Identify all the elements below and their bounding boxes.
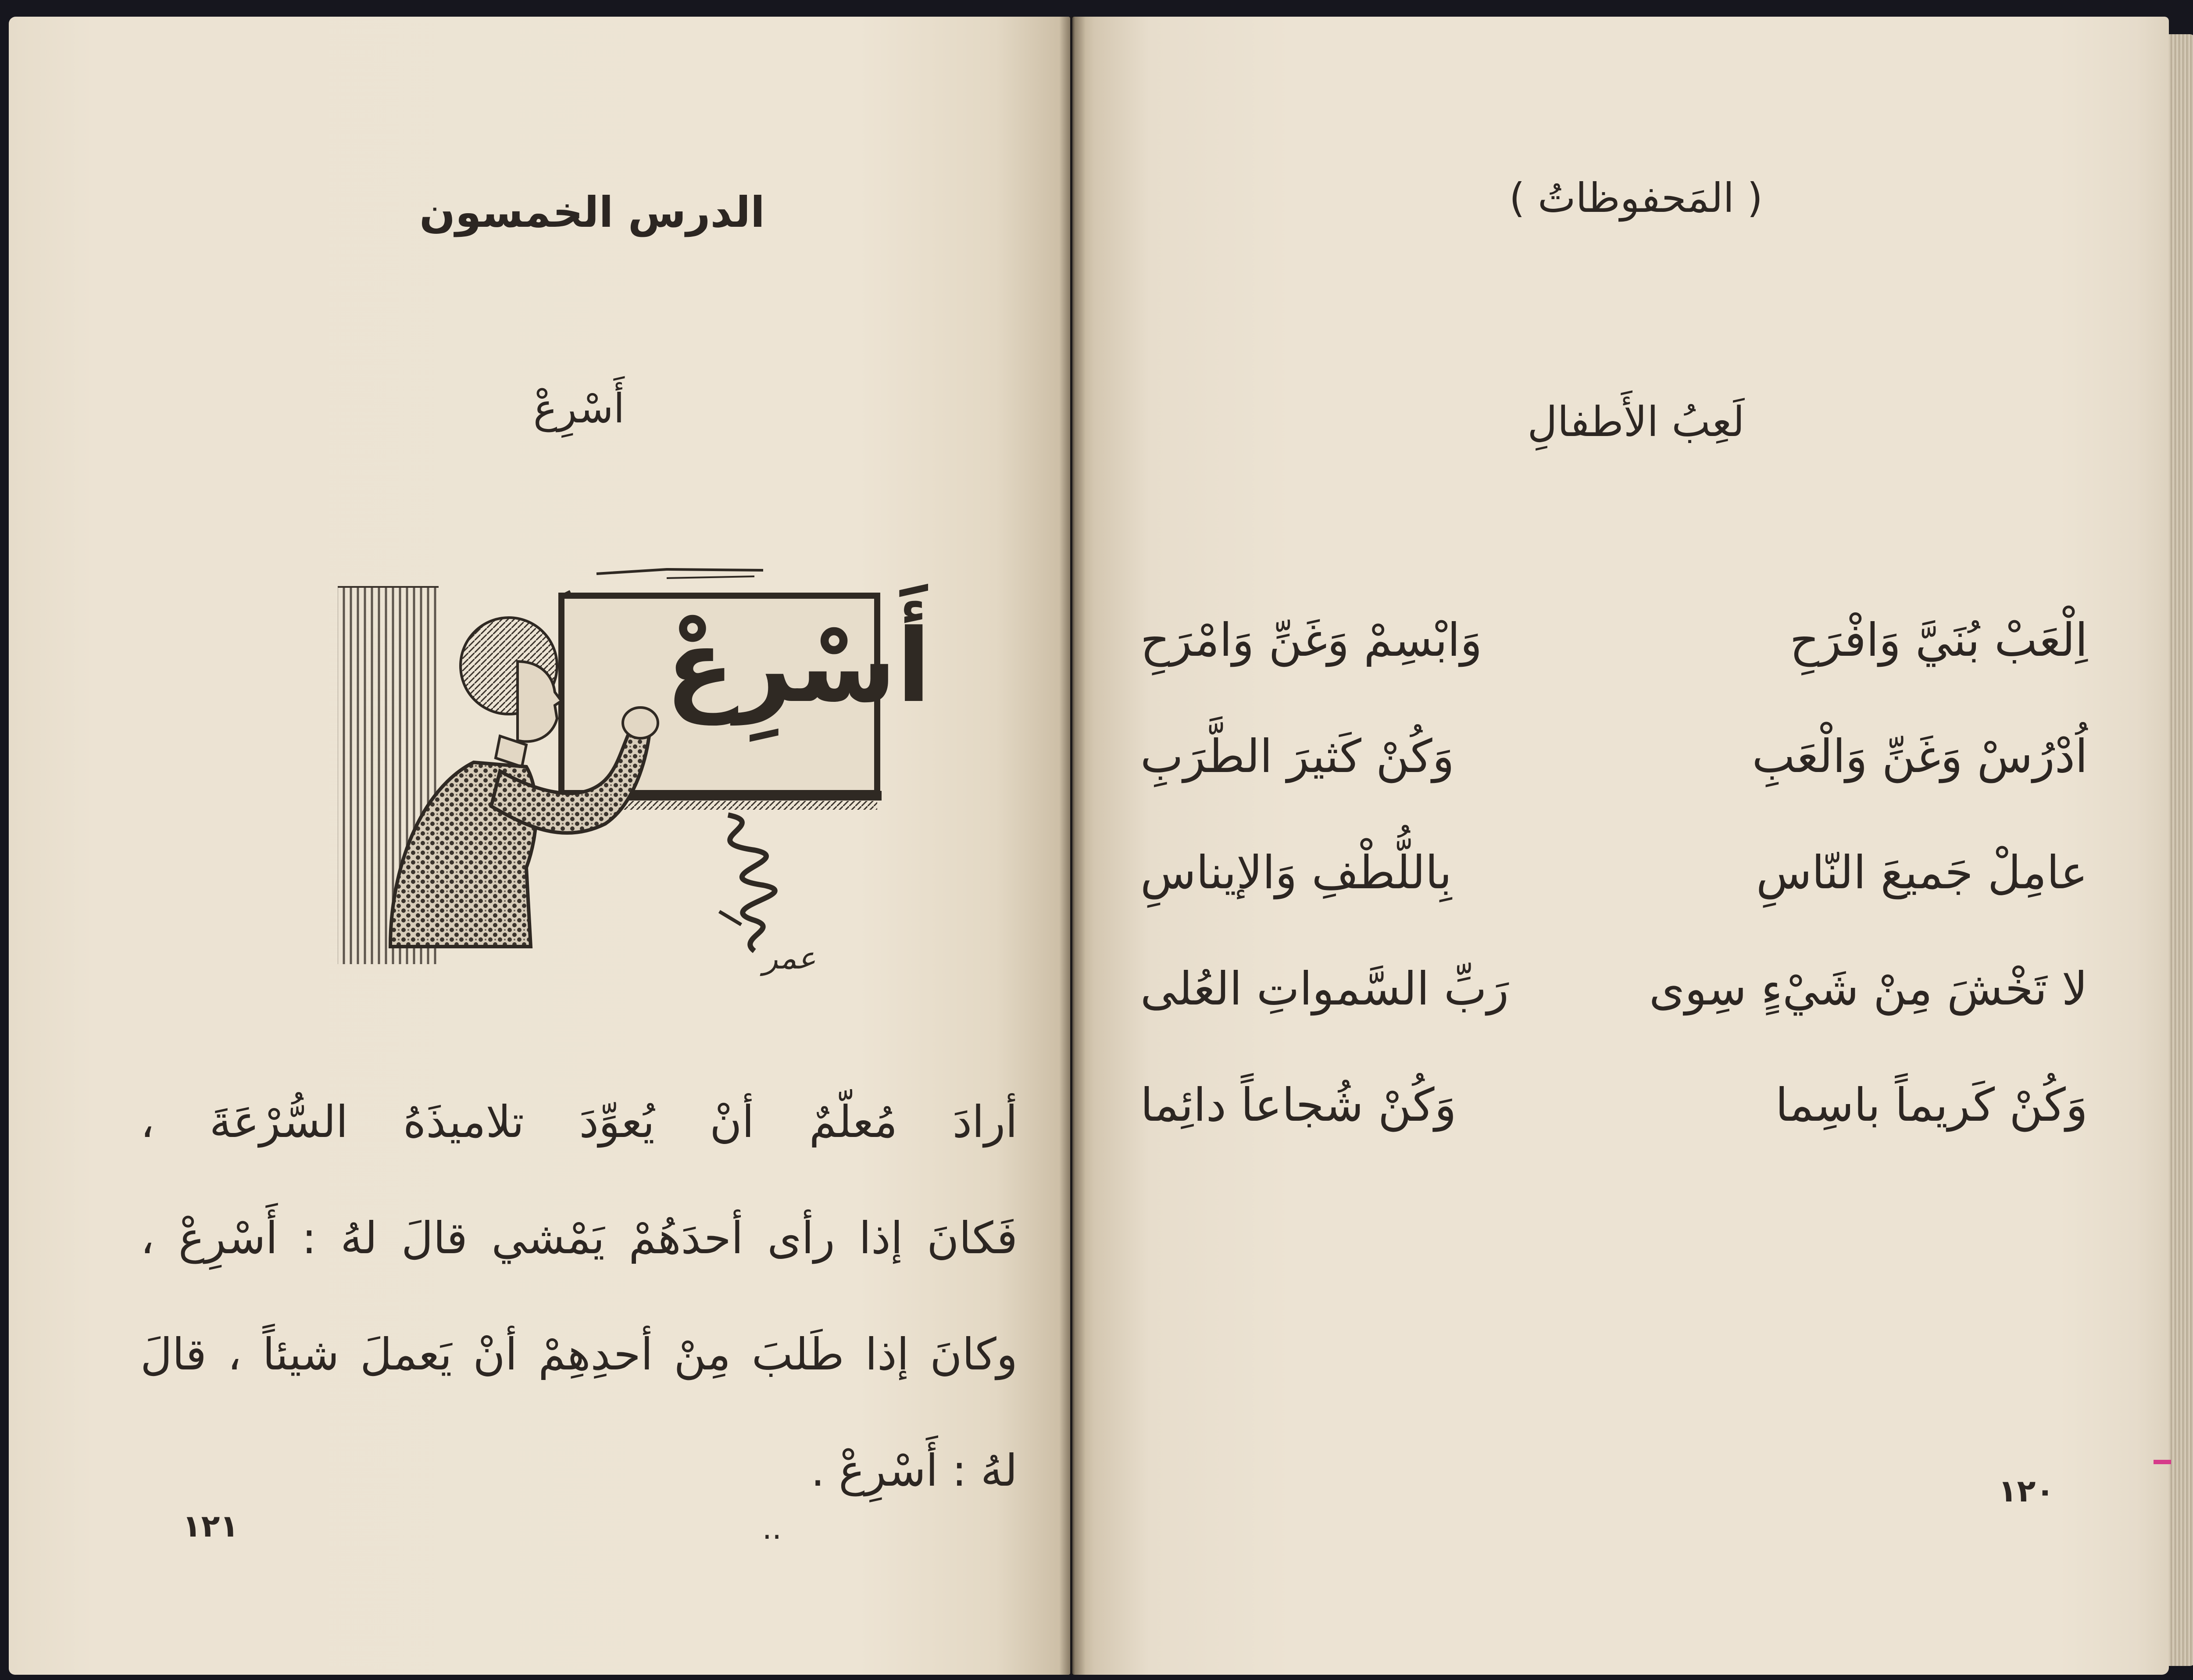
bottom-mark: .. xyxy=(762,1510,782,1546)
verse-second-half: بِاللُّطْفِ وَالإيناسِ xyxy=(1140,846,1452,899)
poem-verse xyxy=(1140,729,2088,782)
page-number-right: ١٢٠ xyxy=(1998,1473,2055,1509)
teacher-at-blackboard-illustration xyxy=(333,561,931,977)
section-title: ( المَحفوظاتُ ) xyxy=(1509,175,1763,222)
paragraph-line: لهُ : أَسْرِعْ . xyxy=(811,1445,1018,1496)
open-book xyxy=(9,17,2193,1675)
verse-second-half: وَابْسِمْ وَغَنِّ وَامْرَحِ xyxy=(1140,613,1482,667)
illustration-signature: عمر xyxy=(763,940,816,976)
verse-second-half: وَكُنْ كَثيرَ الطَّرَبِ xyxy=(1140,729,1454,783)
lesson-subtitle: أَسْرِعْ xyxy=(533,385,625,432)
page-number-left: ١٢١ xyxy=(182,1508,239,1544)
verse-first-half: اِلْعَبْ بُنَيَّ وَافْرَحِ xyxy=(1789,613,2088,667)
poem-verse xyxy=(1140,962,2088,1015)
lesson-paragraph xyxy=(140,1096,1018,1565)
verse-first-half: اُدْرُسْ وَغَنِّ وَالْعَبِ xyxy=(1752,729,2088,783)
verse-second-half: رَبِّ السَّمواتِ العُلى xyxy=(1140,962,1509,1015)
poem-verse xyxy=(1140,613,2088,666)
margin-mark xyxy=(2154,1460,2171,1464)
poem-verse xyxy=(1140,846,2088,898)
book-gutter xyxy=(1059,17,1086,1675)
verse-first-half: عامِلْ جَميعَ النّاسِ xyxy=(1756,846,2088,899)
verse-first-half: وَكُنْ كَريماً باسِما xyxy=(1775,1078,2088,1132)
verse-first-half: لا تَخْشَ مِنْ شَيْءٍ سِوى xyxy=(1649,962,2088,1015)
paragraph-line: فَكانَ إذا رأى أحدَهُمْ يَمْشي قالَ لهُ : أَسْرِعْ ، xyxy=(140,1212,1018,1264)
left-page xyxy=(9,17,1070,1675)
paragraph-line: وكانَ إذا طَلبَ مِنْ أحدِهِمْ أنْ يَعملَ شيئاً ، قالَ xyxy=(140,1329,1018,1380)
easel-scribble xyxy=(728,815,775,951)
poem-verse xyxy=(1140,1078,2088,1131)
poem xyxy=(1140,613,2088,1194)
poem-title: لَعِبُ الأَطفالِ xyxy=(1527,398,1745,446)
show-through xyxy=(579,455,589,501)
board-word: أَسْرِعْ xyxy=(665,608,931,725)
verse-second-half: وَكُنْ شُجاعاً دائِما xyxy=(1140,1078,1457,1132)
lesson-title: الدرس الخمسون xyxy=(419,188,765,237)
paragraph-line: أرادَ مُعلّمٌ أنْ يُعوِّدَ تلاميذَهُ السُّرْعَةَ ، xyxy=(140,1096,1018,1147)
